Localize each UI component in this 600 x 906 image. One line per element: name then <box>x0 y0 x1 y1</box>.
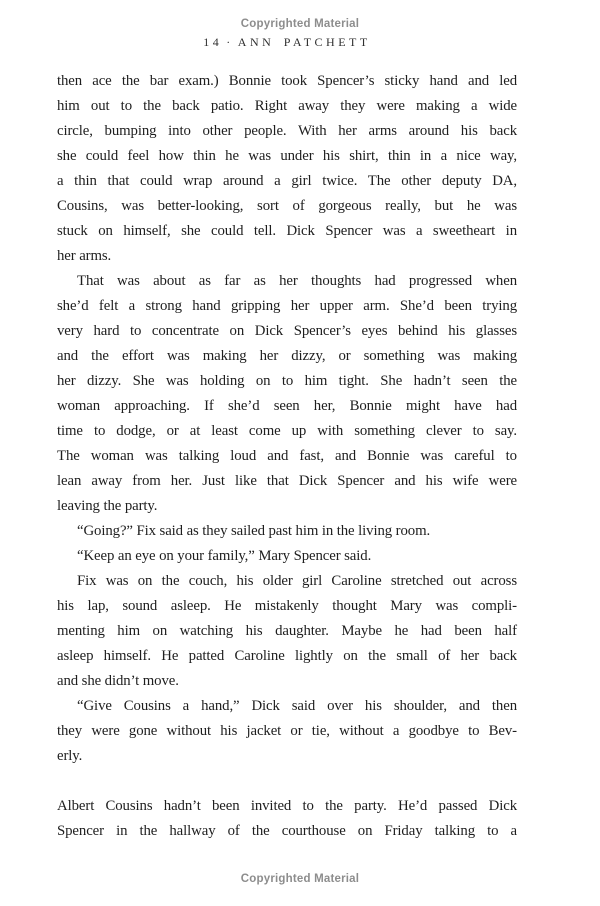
text-line: him out to the back patio. Right away they were making a wide <box>57 98 517 114</box>
text-line: Albert Cousins hadn’t been invited to the party. He’d passed Dick <box>57 798 517 814</box>
text-line: The woman was talking loud and fast, and Bonnie was careful to <box>57 448 517 464</box>
text-line: her arms. <box>57 248 112 264</box>
text-line: and she didn’t move. <box>57 673 179 689</box>
copyright-watermark-bottom: Copyrighted Material <box>240 873 360 885</box>
paragraph <box>57 694 517 769</box>
paragraph <box>57 569 517 694</box>
text-line: woman approaching. If she’d seen her, Bonnie might have had <box>57 398 517 414</box>
copyright-watermark-top: Copyrighted Material <box>240 18 360 30</box>
text-line: circle, bumping into other people. With her arms around his back <box>57 123 517 139</box>
text-line: “Keep an eye on your family,” Mary Spencer said. <box>77 548 372 564</box>
paragraph <box>57 794 517 844</box>
text-line: “Going?” Fix said as they sailed past him in the living room. <box>77 523 431 539</box>
running-head <box>57 35 517 49</box>
text-line: Fix was on the couch, his older girl Caroline stretched out across <box>77 573 517 589</box>
text-line: asleep himself. He patted Caroline lightly on the small of her back <box>57 648 517 664</box>
paragraph <box>57 269 517 519</box>
text-line: “Give Cousins a hand,” Dick said over his shoulder, and then <box>77 698 517 714</box>
text-line: erly. <box>57 748 83 764</box>
text-line: leaving the party. <box>57 498 158 514</box>
text-line: her dizzy. She was holding on to him tight. She hadn’t seen the <box>57 373 517 389</box>
text-line: she could feel how thin he was under his shirt, thin in a nice way, <box>57 148 517 164</box>
author-name: ANN PATCHETT <box>237 35 371 49</box>
body-text <box>57 69 517 844</box>
page-number: 14 <box>203 35 223 49</box>
text-line: Spencer in the hallway of the courthouse on Friday talking to a <box>57 823 517 839</box>
text-line: and the effort was making her dizzy, or something was making <box>57 348 517 364</box>
text-line: then ace the bar exam.) Bonnie took Spencer’s sticky hand and led <box>57 73 517 89</box>
text-line: time to dodge, or at least come up with something clever to say. <box>57 423 517 439</box>
text-line: a thin that could wrap around a girl twice. The other deputy DA, <box>57 173 517 189</box>
text-line: stuck on himself, she could tell. Dick Spencer was a sweetheart in <box>57 223 517 239</box>
paragraph <box>57 69 517 269</box>
separator-dot: · <box>226 35 234 49</box>
text-line: Cousins, was better-looking, sort of gorgeous really, but he was <box>57 198 517 214</box>
text-line: menting him on watching his daughter. Maybe he had been half <box>57 623 517 639</box>
paragraph <box>57 544 517 569</box>
text-line: lean away from her. Just like that Dick Spencer and his wife were <box>57 473 517 489</box>
paragraph <box>57 519 517 544</box>
text-line: his lap, sound asleep. He mistakenly thought Mary was compli- <box>57 598 517 614</box>
text-line: That was about as far as her thoughts had progressed when <box>77 273 517 289</box>
text-line: she’d felt a strong hand gripping her upper arm. She’d been trying <box>57 298 517 314</box>
text-line: very hard to concentrate on Dick Spencer’s eyes behind his glasses <box>57 323 517 339</box>
text-line: they were gone without his jacket or tie, without a goodbye to Bev- <box>57 723 517 739</box>
